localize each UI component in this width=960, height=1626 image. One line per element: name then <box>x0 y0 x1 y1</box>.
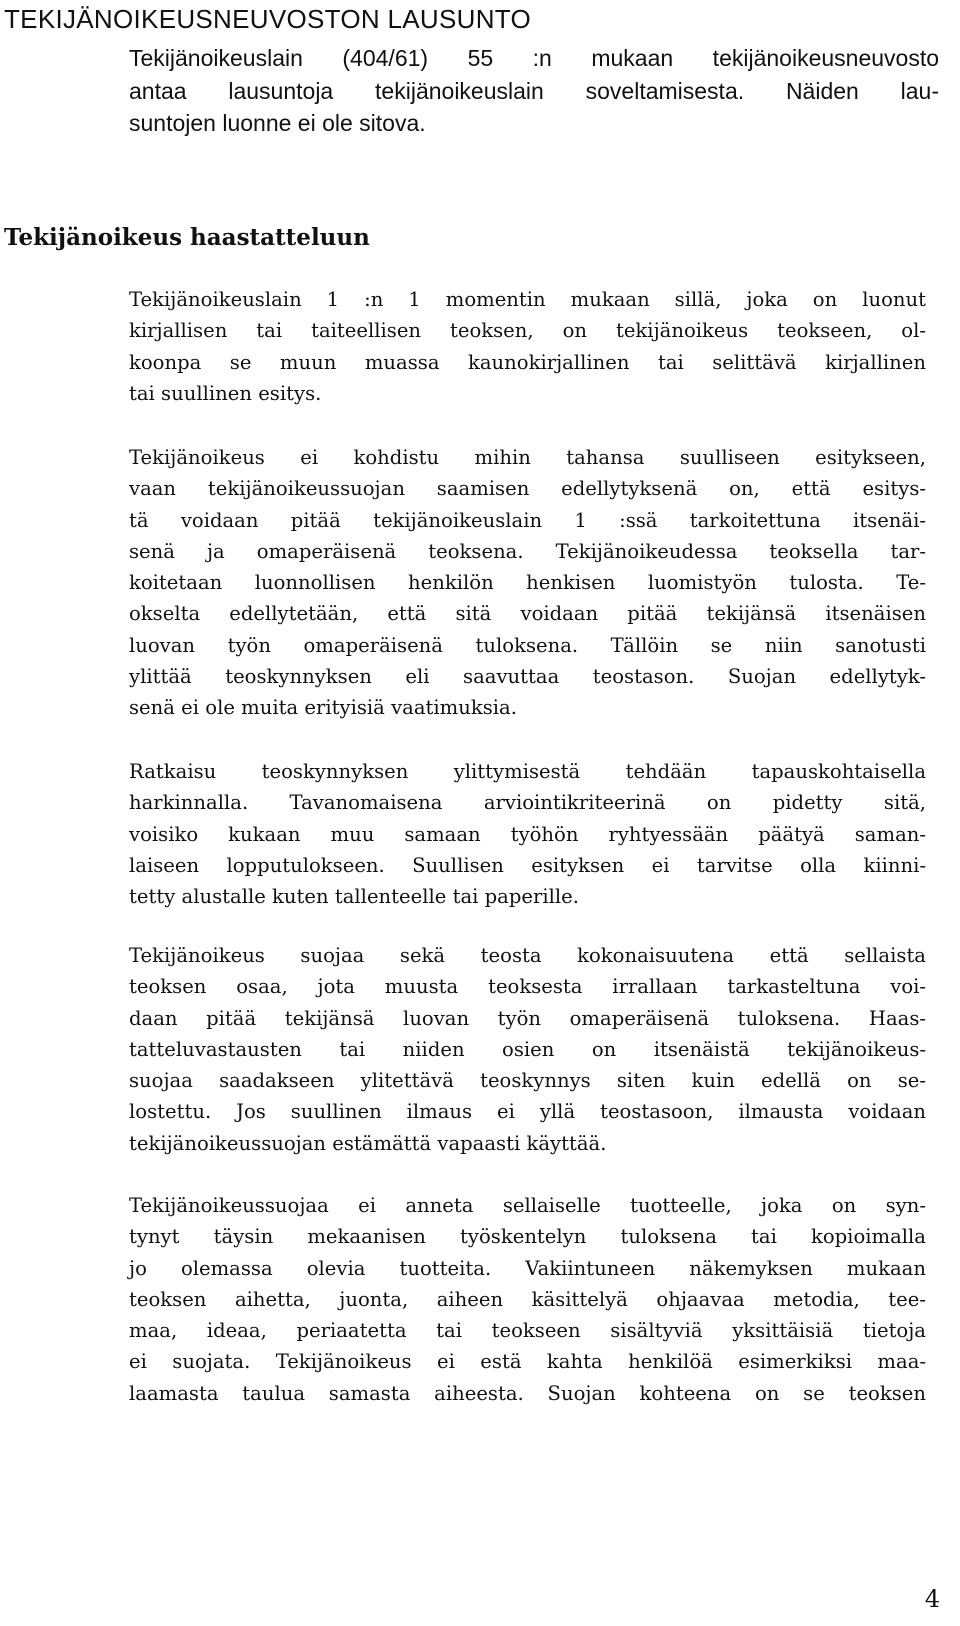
paragraph-line: tetty alustalle kuten tallenteelle tai paperille. <box>129 885 579 909</box>
paragraph-3 <box>129 756 926 912</box>
paragraph-line: jo olemassa olevia tuotteita. Vakiintuneen näkemyksen mukaan <box>129 1256 926 1280</box>
paragraph-1 <box>129 284 926 409</box>
paragraph-line: suojaa saadakseen ylitettävä teoskynnys siten kuin edellä on se- <box>129 1069 926 1093</box>
paragraph-line: koonpa se muun muassa kaunokirjallinen tai selittävä kirjallinen <box>129 350 926 374</box>
intro-line: suntojen luonne ei ole sitova. <box>129 110 426 136</box>
paragraph-line: vaan tekijänoikeussuojan saamisen edellytyksenä on, että esitys- <box>129 477 926 501</box>
page-number: 4 <box>924 1585 940 1613</box>
document-header: TEKIJÄNOIKEUSNEUVOSTON LAUSUNTO <box>4 4 532 34</box>
paragraph-line: teoksen aihetta, juonta, aiheen käsittelyä ohjaavaa metodia, tee- <box>129 1287 926 1311</box>
intro-line: antaa lausuntoja tekijänoikeuslain soveltamisesta. Näiden lau- <box>129 77 939 104</box>
paragraph-line: Tekijänoikeus suojaa sekä teosta kokonaisuutena että sellaista <box>129 944 926 967</box>
paragraph-line: tekijänoikeussuojan estämättä vapaasti käyttää. <box>129 1131 607 1155</box>
paragraph-line: luovan työn omaperäisenä tuloksena. Tällöin se niin sanotusti <box>129 633 926 657</box>
section-title: Tekijänoikeus haastatteluun <box>4 224 370 251</box>
paragraph-line: tai suullinen esitys. <box>129 381 322 405</box>
paragraph-line: daan pitää tekijänsä luovan työn omaperäisenä tuloksena. Haas- <box>129 1006 926 1030</box>
paragraph-line: tatteluvastausten tai niiden osien on itsenäistä tekijänoikeus- <box>129 1037 926 1061</box>
paragraph-line: voisiko kukaan muu samaan työhön ryhtyessään päätyä saman- <box>129 822 926 846</box>
paragraph-line: Tekijänoikeus ei kohdistu mihin tahansa suulliseen esitykseen, <box>129 446 926 469</box>
paragraph-line: senä ja omaperäisenä teoksena. Tekijänoikeudessa teoksella tar- <box>129 539 926 563</box>
paragraph-line: ylittää teoskynnyksen eli saavuttaa teostason. Suojan edellytyk- <box>129 665 926 689</box>
paragraph-line: okselta edellytetään, että sitä voidaan pitää tekijänsä itsenäisen <box>129 602 926 626</box>
intro-line: Tekijänoikeuslain (404/61) 55 :n mukaan tekijänoikeusneuvosto <box>129 45 939 71</box>
paragraph-line: Tekijänoikeussuojaa ei anneta sellaiselle tuotteelle, joka on syn- <box>129 1194 926 1217</box>
paragraph-line: harkinnalla. Tavanomaisena arviointikriteerinä on pidetty sitä, <box>129 791 926 815</box>
paragraph-line: maa, ideaa, periaatetta tai teokseen sisältyviä yksittäisiä tietoja <box>129 1319 926 1343</box>
paragraph-2 <box>129 442 926 724</box>
paragraph-line: tynyt täysin mekaanisen työskentelyn tuloksena tai kopioimalla <box>129 1225 926 1249</box>
paragraph-line: laiseen lopputulokseen. Suullisen esityksen ei tarvitse olla kiinni- <box>129 853 926 877</box>
intro-paragraph <box>129 42 939 140</box>
paragraph-line: tä voidaan pitää tekijänoikeuslain 1 :ssä tarkoitettuna itsenäi- <box>129 508 926 532</box>
paragraph-line: teoksen osaa, jota muusta teoksesta irrallaan tarkasteltuna voi- <box>129 975 926 999</box>
paragraph-line: senä ei ole muita erityisiä vaatimuksia. <box>129 696 517 720</box>
paragraph-5 <box>129 1190 926 1409</box>
paragraph-line: Ratkaisu teoskynnyksen ylittymisestä tehdään tapauskohtaisella <box>129 760 926 783</box>
paragraph-line: kirjallisen tai taiteellisen teoksen, on tekijänoikeus teokseen, ol- <box>129 319 926 343</box>
paragraph-line: Tekijänoikeuslain 1 :n 1 momentin mukaan sillä, joka on luonut <box>129 288 926 311</box>
paragraph-line: koitetaan luonnollisen henkilön henkisen luomistyön tulosta. Te- <box>129 571 926 595</box>
paragraph-line: ei suojata. Tekijänoikeus ei estä kahta henkilöä esimerkiksi maa- <box>129 1350 926 1374</box>
paragraph-line: lostettu. Jos suullinen ilmaus ei yllä teostasoon, ilmausta voidaan <box>129 1100 926 1124</box>
paragraph-4 <box>129 940 926 1159</box>
paragraph-line: laamasta taulua samasta aiheesta. Suojan kohteena on se teoksen <box>129 1381 926 1405</box>
